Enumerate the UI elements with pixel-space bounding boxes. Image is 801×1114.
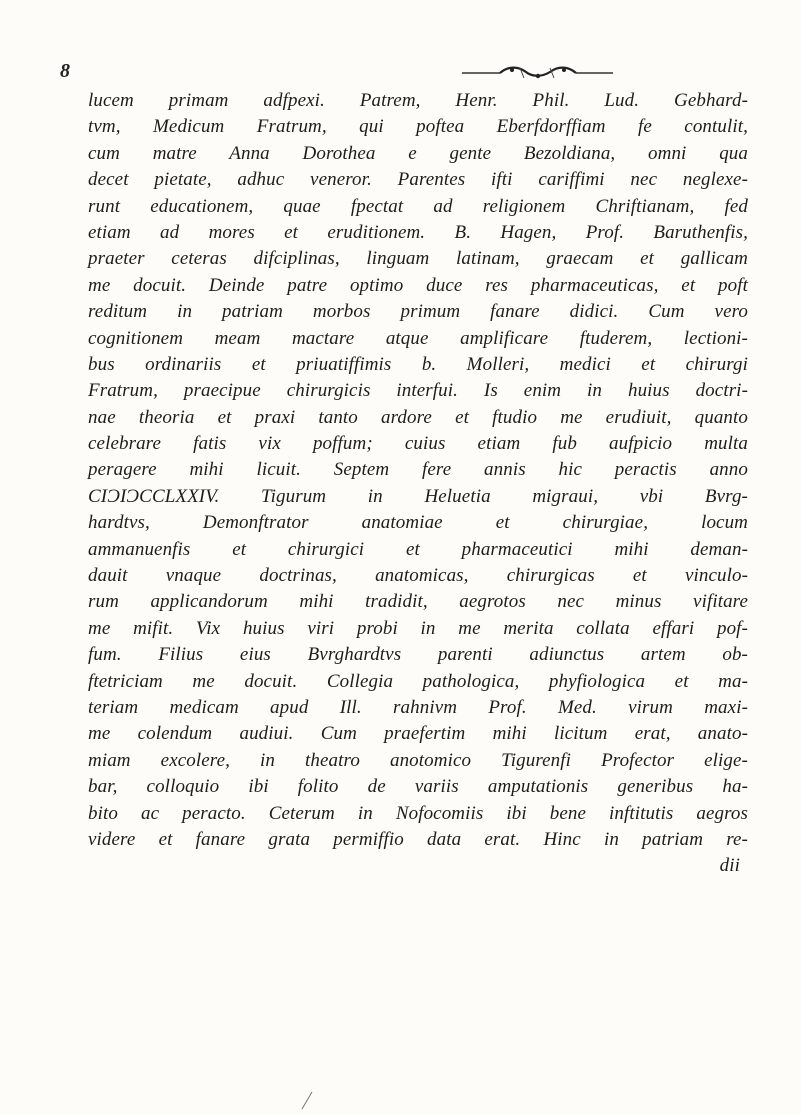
page-number: 8 (60, 60, 70, 82)
text-line: me colendum audiui. Cum praefertim mihi licitum erat, anato- (88, 723, 748, 745)
text-line: ftetriciam me docuit. Collegia pathologica, phyfiologica et ma- (88, 670, 748, 692)
text-line: ammanuenfis et chirurgici et pharmaceutici mihi deman- (88, 538, 748, 560)
stray-pencil-mark (300, 1090, 314, 1110)
body-text (88, 88, 748, 880)
catchword: dii (719, 855, 740, 877)
text-line: rum applicandorum mihi tradidit, aegrotos nec minus vifitare (88, 591, 748, 613)
text-line: cum matre Anna Dorothea e gente Bezoldiana, omni qua (88, 142, 748, 164)
text-line: miam excolere, in theatro anotomico Tigurenfi Profector elige- (88, 749, 748, 771)
text-line: celebrare fatis vix poffum; cuius etiam fub aufpicio multa (88, 433, 748, 455)
text-line: Fratrum, praecipue chirurgicis interfui. Is enim in huius doctri- (88, 380, 748, 402)
text-line: fum. Filius eius Bvrghardtvs parenti adiunctus artem ob- (88, 644, 748, 666)
text-line: peragere mihi licuit. Septem fere annis hic peractis anno (88, 459, 748, 481)
text-line: teriam medicam apud Ill. rahnivm Prof. Med. virum maxi- (88, 696, 748, 718)
text-line: me docuit. Deinde patre optimo duce res pharmaceuticas, et poft (88, 274, 748, 296)
text-line: cognitionem meam mactare atque amplificare ftuderem, lectioni- (88, 327, 748, 349)
text-line: runt educationem, quae fpectat ad religionem Chriftianam, fed (88, 195, 748, 217)
text-line: dauit vnaque doctrinas, anatomicas, chirurgicas et vinculo- (88, 565, 748, 587)
text-line: tvm, Medicum Fratrum, qui poftea Eberfdorffiam fe contulit, (88, 116, 748, 138)
text-line: lucem primam adfpexi. Patrem, Henr. Phil. Lud. Gebhard- (88, 90, 748, 111)
text-line: praeter ceteras difciplinas, linguam latinam, graecam et gallicam (88, 248, 748, 270)
text-line: me mifit. Vix huius viri probi in me merita collata effari pof- (88, 617, 748, 639)
text-line: etiam ad mores et eruditionem. B. Hagen, Prof. Baruthenfis, (88, 221, 748, 243)
text-line: hardtvs, Demonftrator anatomiae et chirurgiae, locum (88, 512, 748, 534)
text-line: bar, colloquio ibi folito de variis amputationis generibus ha- (88, 776, 748, 798)
text-line: CIƆIƆCCLXXIV. Tigurum in Heluetia migraui, vbi Bvrg- (88, 485, 748, 507)
text-line: decet pietate, adhuc veneror. Parentes ifti cariffimi nec neglexe- (88, 169, 748, 191)
text-line: bito ac peracto. Ceterum in Nofocomiis ibi bene inftitutis aegros (88, 802, 748, 824)
ornamental-headpiece (460, 64, 615, 82)
text-line: nae theoria et praxi tanto ardore et ftudio me erudiuit, quanto (88, 406, 748, 428)
text-line: videre et fanare grata permiffio data erat. Hinc in patriam re- (88, 828, 748, 850)
text-line: reditum in patriam morbos primum fanare didici. Cum vero (88, 301, 748, 323)
text-line: bus ordinariis et priuatiffimis b. Molleri, medici et chirurgi (88, 353, 748, 375)
